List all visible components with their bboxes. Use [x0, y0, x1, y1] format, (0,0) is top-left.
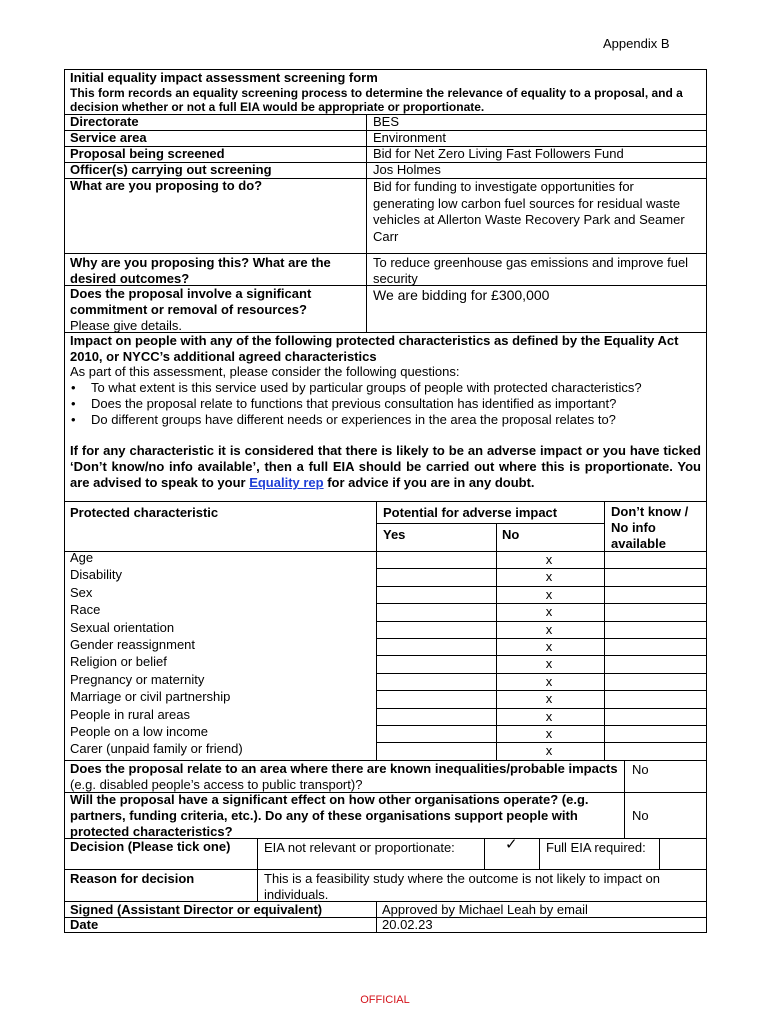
characteristic-no-mark[interactable]: x — [545, 639, 553, 654]
equality-rep-link[interactable]: Equality rep — [249, 475, 324, 490]
characteristic-name: People in rural areas — [70, 706, 190, 722]
row-divider — [376, 568, 707, 569]
inequalities-answer: No — [632, 762, 649, 777]
full-eia-tick-box[interactable] — [661, 840, 705, 866]
col-dont-know: Don’t know / No info available — [611, 504, 689, 551]
field-proposal-value: Bid for Net Zero Living Fast Followers Fund — [373, 146, 624, 161]
characteristic-name: Race — [70, 602, 101, 618]
row-divider — [376, 603, 707, 604]
row-divider — [376, 655, 707, 656]
signed-label: Signed (Assistant Director or equivalent) — [70, 902, 323, 917]
signed-value: Approved by Michael Leah by email — [382, 902, 588, 917]
field-resources-label: Does the proposal involve a significant commitment or removal of resources? — [70, 286, 312, 317]
field-resources-sublabel: Please give details. — [70, 318, 183, 333]
form-title: Initial equality impact assessment screening form — [70, 70, 378, 85]
decision-label: Decision (Please tick one) — [70, 839, 231, 854]
row-divider — [376, 673, 707, 674]
date-label: Date — [70, 917, 99, 932]
field-service-area-value: Environment — [373, 130, 446, 145]
date-value: 20.02.23 — [382, 917, 433, 932]
characteristic-no-mark[interactable]: x — [545, 552, 553, 567]
field-what-value: Bid for funding to investigate opportunities for generating low carbon fuel sources for residual waste vehicles at Allerton Waste Recovery Park and Seamer Carr — [373, 179, 685, 244]
field-service-area-label: Service area — [70, 130, 147, 145]
organisations-answer: No — [632, 808, 649, 823]
field-resources-label-block — [70, 286, 362, 334]
organisations-question: Will the proposal have a significant effect on how other organisations operate? (e.g. partners, funding criteria, etc.). Do any of these organisations support people with protected characteristics? — [70, 792, 589, 839]
classification-footer: OFFICIAL — [360, 994, 410, 1006]
checkmark-icon[interactable]: ✓ — [505, 836, 518, 853]
field-officer-value: Jos Holmes — [373, 162, 441, 177]
field-why-label: Why are you proposing this? What are the desired outcomes? — [70, 255, 331, 286]
row-divider — [376, 708, 707, 709]
row-divider — [376, 638, 707, 639]
characteristic-name: Age — [70, 550, 94, 565]
field-directorate-label: Directorate — [70, 114, 139, 129]
characteristic-no-mark[interactable]: x — [545, 586, 553, 602]
field-what-label: What are you proposing to do? — [70, 178, 263, 193]
decision-option-full-eia: Full EIA required: — [546, 840, 646, 855]
characteristic-name: Carer (unpaid family or friend) — [70, 741, 243, 757]
characteristic-name: Disability — [70, 567, 123, 583]
impact-lead: As part of this assessment, please consider the following questions: — [70, 364, 460, 379]
characteristic-name: Religion or belief — [70, 654, 167, 670]
col-no: No — [502, 527, 520, 542]
impact-warning-text-end: for advice if you are in any doubt. — [323, 475, 535, 490]
characteristic-no-mark[interactable]: x — [545, 691, 553, 707]
impact-question: • Does the proposal relate to functions that previous consultation has identified as important? — [91, 396, 703, 412]
characteristic-name: Gender reassignment — [70, 637, 196, 652]
characteristic-no-mark[interactable]: x — [545, 569, 553, 585]
impact-question: • To what extent is this service used by particular groups of people with protected characteristics? — [91, 380, 703, 396]
characteristic-name: Sexual orientation — [70, 619, 175, 635]
form-intro: This form records an equality screening process to determine the relevance of equality to a proposal, and a decision whether or not a full EIA would be appropriate or proportionate. — [70, 86, 683, 114]
row-divider — [376, 621, 707, 622]
inequalities-question-bold: Does the proposal relate to an area where there are known inequalities/probable impacts — [70, 761, 618, 776]
inequalities-question-note: (e.g. disabled people’s access to public transport)? — [70, 777, 363, 792]
characteristic-no-mark[interactable]: x — [545, 673, 553, 689]
characteristic-name: Sex — [70, 584, 93, 600]
col-potential: Potential for adverse impact — [383, 505, 558, 520]
characteristic-no-mark[interactable]: x — [545, 743, 553, 759]
col-characteristic: Protected characteristic — [70, 505, 219, 520]
impact-warning-text: If for any characteristic it is considered that there is likely to be an adverse impact or you have ticked ‘Don’t know/no info available’, then a full EIA should be carried out where this is proportionate. You are advised to speak to your — [70, 443, 701, 490]
reason-value: This is a feasibility study where the outcome is not likely to impact on individuals. — [264, 871, 660, 902]
impact-question: • Do different groups have different needs or experiences in the area the proposal relates to? — [91, 412, 703, 428]
row-divider — [376, 725, 707, 726]
decision-option-not-relevant: EIA not relevant or proportionate: — [264, 840, 455, 855]
characteristic-no-mark[interactable]: x — [545, 708, 553, 724]
characteristic-no-mark[interactable]: x — [545, 656, 553, 672]
field-why-value: To reduce greenhouse gas emissions and improve fuel security — [373, 255, 689, 286]
reason-label: Reason for decision — [70, 871, 195, 886]
appendix-label: Appendix B — [603, 36, 670, 51]
impact-heading: Impact on people with any of the following protected characteristics as defined by the Equality Act 2010, or NYCC’s additional agreed characteristics — [70, 333, 679, 364]
row-divider — [376, 586, 707, 587]
characteristic-name: Pregnancy or maternity — [70, 671, 205, 687]
field-officer-label: Officer(s) carrying out screening — [70, 162, 272, 177]
characteristic-name: People on a low income — [70, 724, 209, 739]
field-proposal-label: Proposal being screened — [70, 146, 225, 161]
row-divider — [376, 690, 707, 691]
impact-question-list — [91, 380, 703, 428]
col-yes: Yes — [383, 527, 406, 542]
inequalities-question — [70, 761, 622, 793]
field-resources-value: We are bidding for £300,000 — [373, 287, 550, 303]
field-directorate-value: BES — [373, 114, 400, 129]
row-divider — [376, 742, 707, 743]
characteristic-name: Marriage or civil partnership — [70, 689, 231, 705]
characteristic-no-mark[interactable]: x — [545, 726, 553, 741]
impact-warning — [70, 443, 701, 491]
characteristic-no-mark[interactable]: x — [545, 604, 553, 620]
characteristic-no-mark[interactable]: x — [545, 621, 553, 637]
